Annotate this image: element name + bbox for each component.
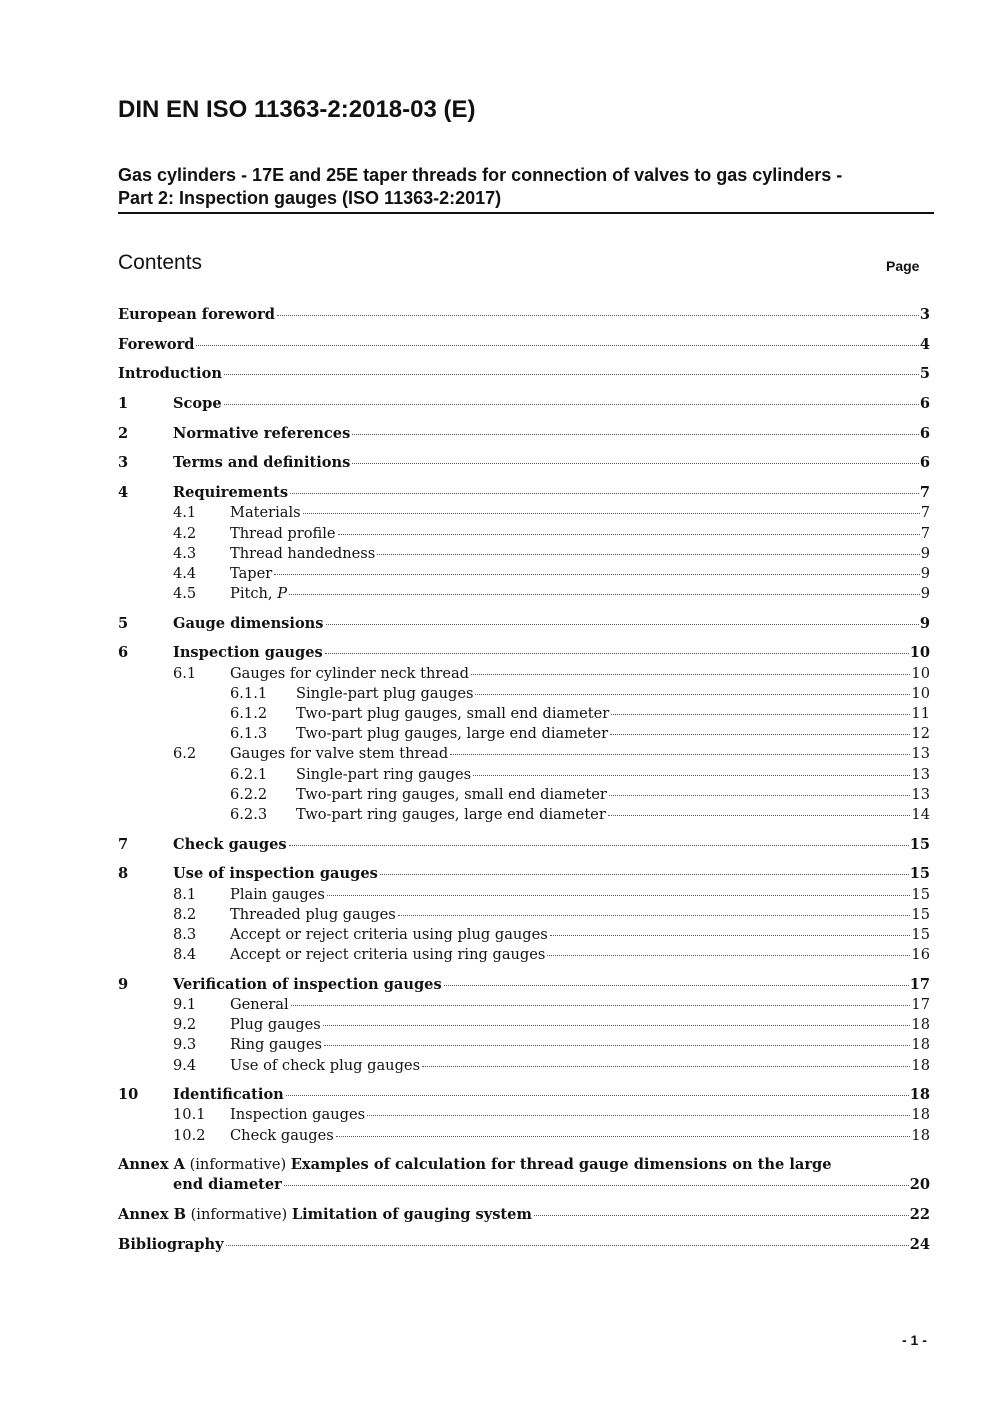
toc-entry-6-2-2[interactable] xyxy=(118,786,930,806)
toc-title: Taper xyxy=(230,564,273,582)
toc-number: 6.2.2 xyxy=(230,785,268,803)
toc-title: Requirements xyxy=(173,484,289,502)
page-column-label: Page xyxy=(886,258,920,274)
toc-page: 22 xyxy=(909,1206,930,1224)
toc-annex-label: Annex B xyxy=(118,1206,186,1224)
toc-title: Gauges for cylinder neck thread xyxy=(230,664,470,682)
toc-entry-4-1[interactable] xyxy=(118,504,930,524)
toc-leader xyxy=(422,1066,910,1067)
toc-number: 8 xyxy=(118,865,129,883)
toc-leader xyxy=(277,315,919,316)
toc-title: Inspection gauges xyxy=(173,644,323,662)
toc-page: 13 xyxy=(911,765,930,783)
toc-page: 11 xyxy=(911,705,930,722)
toc-entry-6-1-1[interactable] xyxy=(118,685,930,705)
toc-title: Two-part plug gauges, small end diameter xyxy=(296,705,610,722)
toc-title: Thread handedness xyxy=(230,544,376,562)
toc-number: 3 xyxy=(118,454,129,472)
toc-number: 9.3 xyxy=(173,1036,197,1054)
toc-leader xyxy=(608,815,911,816)
toc-page: 9 xyxy=(920,544,930,562)
toc-number: 8.4 xyxy=(173,946,197,964)
toc-title: Examples of calculation for thread gauge dimensions on the large xyxy=(290,1156,832,1174)
toc-title: Introduction xyxy=(118,365,222,383)
toc-number: 4.5 xyxy=(173,585,197,603)
document-title xyxy=(118,164,934,214)
toc-title: Plain gauges xyxy=(230,885,325,903)
toc-number: 4.1 xyxy=(173,504,197,522)
toc-entry-4-5[interactable] xyxy=(118,585,930,605)
document-id: DIN EN ISO 11363-2:2018-03 (E) xyxy=(118,96,476,123)
toc-page: 14 xyxy=(911,805,930,823)
toc-number: 6.2 xyxy=(173,745,197,763)
toc-title: Plug gauges xyxy=(230,1016,321,1034)
toc-number: 2 xyxy=(118,424,129,442)
toc-title: Gauge dimensions xyxy=(173,614,324,632)
toc-leader xyxy=(611,714,910,715)
toc-entry-1[interactable] xyxy=(118,395,930,415)
toc-entry-6-2-3[interactable] xyxy=(118,806,930,826)
toc-entry-6-1-2[interactable] xyxy=(118,705,930,725)
toc-number: 9.2 xyxy=(173,1016,197,1034)
toc-title-continued: end diameter xyxy=(173,1176,282,1194)
toc-number: 6.1.1 xyxy=(230,684,268,702)
toc-leader xyxy=(290,493,919,494)
toc-page: 15 xyxy=(911,925,930,943)
page-number: - 1 - xyxy=(902,1332,927,1348)
table-of-contents xyxy=(118,306,930,1256)
toc-leader xyxy=(291,1005,911,1006)
toc-leader xyxy=(475,694,910,695)
toc-title xyxy=(230,585,287,602)
toc-page: 7 xyxy=(920,504,930,522)
toc-number: 8.3 xyxy=(173,925,197,943)
toc-title-text: Pitch, xyxy=(230,585,278,603)
toc-page: 9 xyxy=(919,614,930,632)
toc-entry-6-2-1[interactable] xyxy=(118,766,930,786)
toc-page: 18 xyxy=(911,1106,930,1124)
toc-entry-8[interactable] xyxy=(118,865,930,885)
toc-page: 6 xyxy=(919,424,930,442)
toc-leader xyxy=(450,754,910,755)
toc-number: 6 xyxy=(118,644,129,662)
toc-title: Scope xyxy=(173,395,222,413)
toc-title: Check gauges xyxy=(230,1126,334,1144)
toc-leader xyxy=(377,554,919,555)
toc-entry-4[interactable] xyxy=(118,484,930,504)
toc-title: Check gauges xyxy=(173,835,287,853)
toc-number: 8.2 xyxy=(173,905,197,923)
toc-leader xyxy=(326,624,919,625)
toc-number: 10 xyxy=(118,1086,139,1104)
toc-leader xyxy=(534,1215,909,1216)
toc-title: Use of inspection gauges xyxy=(173,865,378,883)
contents-heading: Contents xyxy=(118,251,203,274)
toc-leader xyxy=(471,674,910,675)
toc-page: 13 xyxy=(911,745,930,763)
toc-entry-8-1[interactable] xyxy=(118,886,930,906)
toc-page: 7 xyxy=(920,524,930,542)
toc-entry-4-3[interactable] xyxy=(118,545,930,565)
toc-page: 18 xyxy=(911,1126,930,1144)
toc-page: 6 xyxy=(919,395,930,413)
toc-entry-9-4[interactable] xyxy=(118,1057,930,1077)
toc-page: 20 xyxy=(909,1176,930,1194)
toc-title: Threaded plug gauges xyxy=(230,905,396,923)
toc-entry-10[interactable] xyxy=(118,1086,930,1106)
toc-leader xyxy=(224,374,919,375)
toc-entry-4-4[interactable] xyxy=(118,565,930,585)
toc-title: Terms and definitions xyxy=(173,454,351,472)
toc-leader xyxy=(352,463,918,464)
toc-page: 12 xyxy=(911,725,930,743)
toc-entry-3[interactable] xyxy=(118,454,930,474)
toc-entry-introduction[interactable] xyxy=(118,365,930,385)
toc-number: 6.1.2 xyxy=(230,705,268,722)
toc-entry-9[interactable] xyxy=(118,976,930,996)
toc-title: Identification xyxy=(173,1086,284,1104)
toc-page: 9 xyxy=(920,585,930,603)
toc-number: 9 xyxy=(118,975,129,993)
toc-leader xyxy=(327,895,911,896)
toc-number: 4.3 xyxy=(173,544,197,562)
toc-entry-4-2[interactable] xyxy=(118,525,930,545)
toc-leader xyxy=(336,1136,911,1137)
toc-title: Accept or reject criteria using ring gauges xyxy=(230,946,546,964)
toc-title: Single-part plug gauges xyxy=(296,684,474,702)
toc-number: 9.4 xyxy=(173,1056,197,1074)
toc-annex-label: Annex A xyxy=(118,1156,185,1174)
toc-page: 13 xyxy=(911,785,930,803)
toc-entry-6-1-3[interactable] xyxy=(118,725,930,745)
toc-title: Two-part ring gauges, small end diameter xyxy=(296,785,607,803)
toc-leader xyxy=(274,574,919,575)
toc-leader xyxy=(444,985,909,986)
toc-number: 6.2.3 xyxy=(230,805,268,823)
toc-title: Limitation of gauging system xyxy=(291,1206,532,1224)
toc-leader xyxy=(226,1245,909,1246)
toc-leader xyxy=(609,795,911,796)
toc-number: 4.2 xyxy=(173,524,197,542)
toc-leader xyxy=(323,1025,911,1026)
toc-title: Materials xyxy=(230,504,301,522)
toc-entry-foreword[interactable] xyxy=(118,336,930,356)
toc-entry-5[interactable] xyxy=(118,615,930,635)
toc-entry-bibliography[interactable] xyxy=(118,1236,930,1256)
toc-page: 17 xyxy=(909,975,930,993)
toc-page: 10 xyxy=(911,684,930,702)
toc-number: 6.1.3 xyxy=(230,725,268,743)
toc-annex-type: (informative) xyxy=(184,1156,291,1174)
document-title-line-1: Gas cylinders - 17E and 25E taper threads for connection of valves to gas cylinders - xyxy=(118,165,843,185)
toc-title: Verification of inspection gauges xyxy=(173,975,442,993)
toc-entry-7[interactable] xyxy=(118,836,930,856)
toc-title: Ring gauges xyxy=(230,1036,322,1054)
toc-page: 15 xyxy=(909,835,930,853)
toc-leader xyxy=(550,935,911,936)
toc-number: 6.1 xyxy=(173,664,197,682)
toc-leader xyxy=(224,404,919,405)
toc-title: European foreword xyxy=(118,306,275,323)
toc-entry-6-2[interactable] xyxy=(118,745,930,765)
toc-number: 4 xyxy=(118,484,129,502)
toc-leader xyxy=(196,345,918,346)
toc-number: 7 xyxy=(118,835,129,853)
toc-page: 3 xyxy=(919,306,930,323)
toc-page: 18 xyxy=(911,1016,930,1034)
toc-title: Accept or reject criteria using plug gauges xyxy=(230,925,548,943)
toc-annex-type: (informative) xyxy=(185,1206,292,1224)
toc-leader xyxy=(398,915,911,916)
toc-number: 10.2 xyxy=(173,1126,206,1144)
toc-leader xyxy=(286,1095,909,1096)
toc-title: Two-part plug gauges, large end diameter xyxy=(296,725,609,743)
toc-number: 6.2.1 xyxy=(230,765,268,783)
toc-title: General xyxy=(230,995,289,1013)
toc-title: Inspection gauges xyxy=(230,1106,366,1124)
toc-page: 18 xyxy=(911,1056,930,1074)
toc-entry-10-2[interactable] xyxy=(118,1127,930,1147)
toc-leader xyxy=(367,1115,910,1116)
toc-leader xyxy=(284,1185,909,1186)
toc-leader xyxy=(289,594,920,595)
toc-page: 6 xyxy=(919,454,930,472)
toc-entry-annex-a[interactable] xyxy=(118,1156,930,1196)
document-title-line-2: Part 2: Inspection gauges (ISO 11363-2:2017) xyxy=(118,188,502,208)
toc-entry-european-foreword[interactable] xyxy=(118,306,930,326)
toc-leader xyxy=(380,874,909,875)
toc-entry-8-3[interactable] xyxy=(118,926,930,946)
toc-page: 15 xyxy=(909,865,930,883)
toc-page: 17 xyxy=(911,995,930,1013)
toc-title: Two-part ring gauges, large end diameter xyxy=(296,805,606,823)
toc-entry-9-2[interactable] xyxy=(118,1016,930,1036)
toc-entry-10-1[interactable] xyxy=(118,1106,930,1126)
toc-page: 16 xyxy=(911,946,930,964)
toc-page: 10 xyxy=(911,664,930,682)
toc-page: 18 xyxy=(909,1086,930,1104)
toc-title: Foreword xyxy=(118,335,195,353)
toc-number: 1 xyxy=(118,395,129,413)
toc-title: Normative references xyxy=(173,424,351,442)
toc-page: 15 xyxy=(911,885,930,903)
toc-number: 5 xyxy=(118,614,129,632)
toc-number: 8.1 xyxy=(173,885,197,903)
toc-leader xyxy=(473,775,910,776)
toc-entry-8-4[interactable] xyxy=(118,946,930,966)
toc-entry-annex-b[interactable] xyxy=(118,1206,930,1226)
toc-title: Gauges for valve stem thread xyxy=(230,745,449,763)
toc-leader xyxy=(325,653,909,654)
toc-page: 4 xyxy=(919,335,930,353)
toc-number: 4.4 xyxy=(173,564,197,582)
toc-leader xyxy=(289,845,909,846)
toc-entry-2[interactable] xyxy=(118,425,930,445)
toc-number: 9.1 xyxy=(173,995,197,1013)
toc-leader xyxy=(324,1045,910,1046)
toc-page: 9 xyxy=(920,564,930,582)
toc-page: 24 xyxy=(909,1235,930,1253)
toc-entry-9-3[interactable] xyxy=(118,1036,930,1056)
toc-title: Bibliography xyxy=(118,1235,224,1253)
toc-page: 7 xyxy=(919,484,930,502)
toc-entry-9-1[interactable] xyxy=(118,996,930,1016)
toc-leader xyxy=(338,534,920,535)
toc-page: 10 xyxy=(909,644,930,662)
toc-entry-8-2[interactable] xyxy=(118,906,930,926)
toc-page: 5 xyxy=(919,365,930,383)
toc-page: 18 xyxy=(911,1036,930,1054)
toc-leader xyxy=(547,955,910,956)
toc-title: Thread profile xyxy=(230,524,336,542)
toc-leader xyxy=(352,434,919,435)
toc-title-symbol: P xyxy=(277,585,288,603)
toc-leader xyxy=(303,513,920,514)
toc-number: 10.1 xyxy=(173,1106,206,1124)
toc-entry-6-1[interactable] xyxy=(118,665,930,685)
toc-leader xyxy=(610,734,910,735)
toc-title: Use of check plug gauges xyxy=(230,1056,421,1074)
toc-entry-6[interactable] xyxy=(118,644,930,664)
toc-page: 15 xyxy=(911,905,930,923)
toc-title: Single-part ring gauges xyxy=(296,765,472,783)
